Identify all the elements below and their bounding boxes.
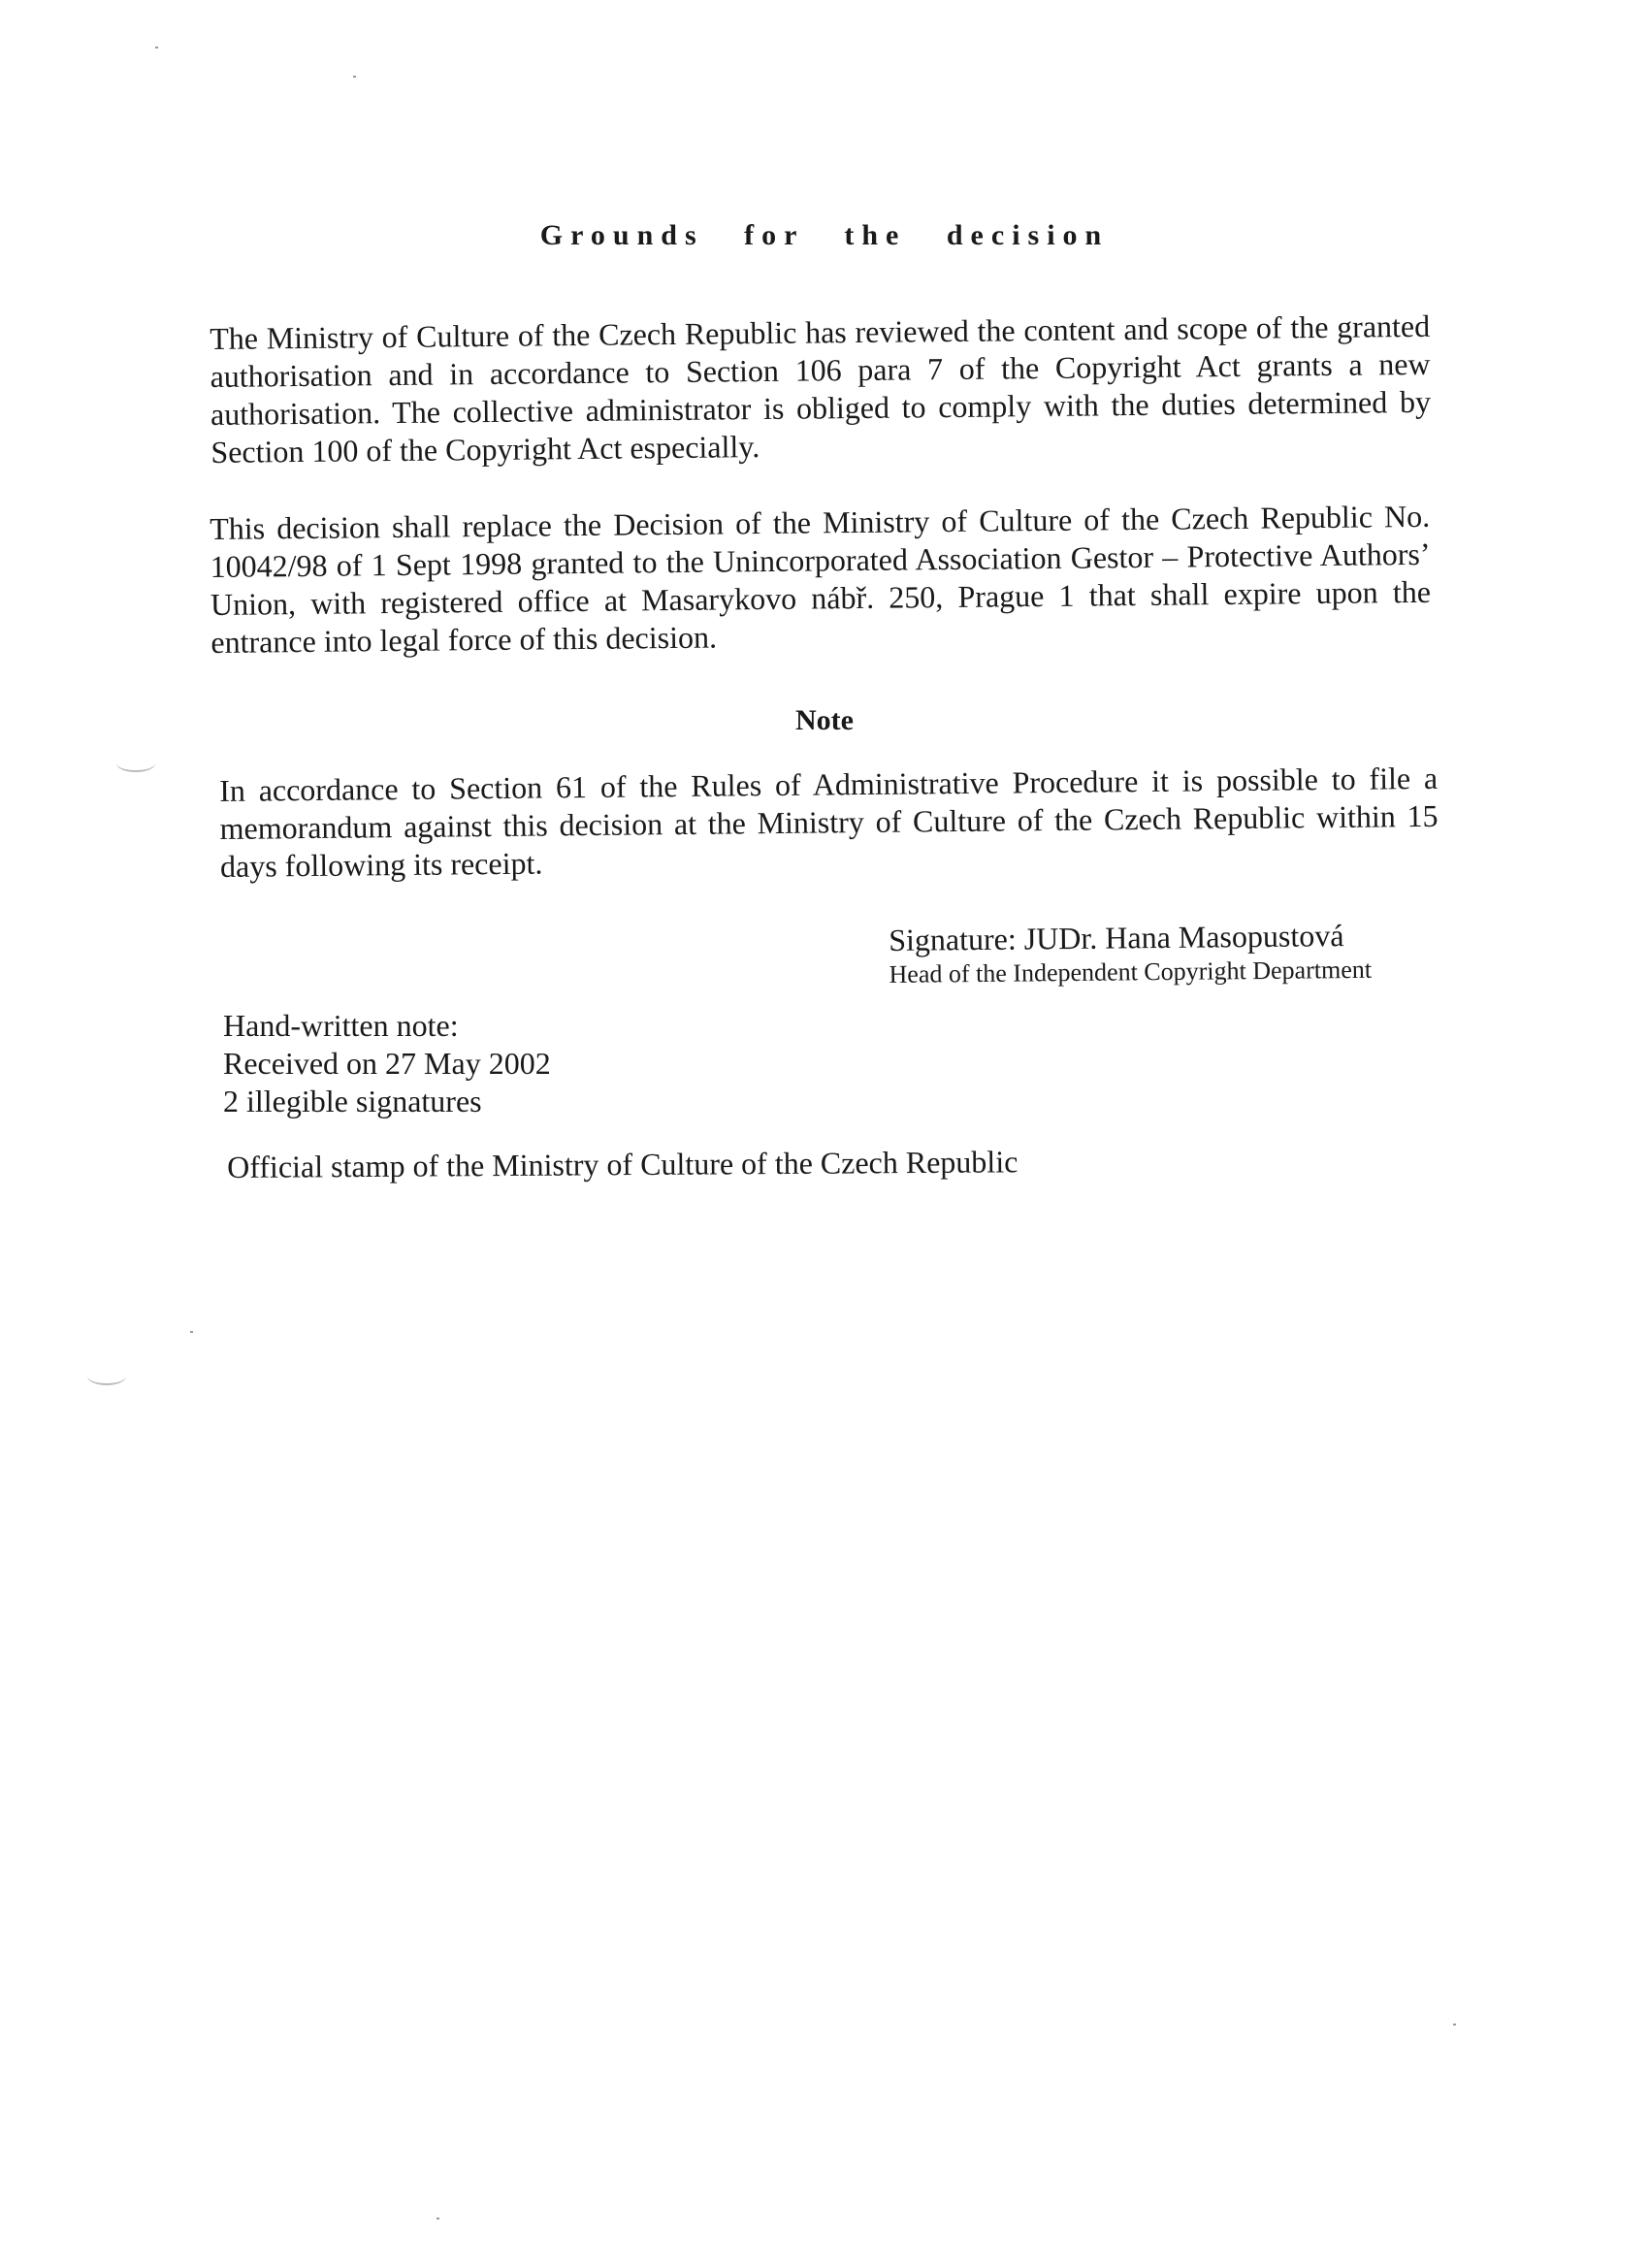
signature-line: Signature: JUDr. Hana Masopustová	[889, 918, 1344, 957]
punch-hole-mark	[116, 755, 155, 772]
paragraph-authorisation: The Ministry of Culture of the Czech Republic has reviewed the content and scope of the granted authorisation and in accordance to Section 106 para 7 of the Copyright Act grants a new authorisation. The collective administrator is obliged to comply with the duties determined by Section 100 of the Copyright Act especially.	[210, 308, 1432, 470]
punch-hole-mark	[87, 1368, 126, 1385]
paragraph-replacement: This decision shall replace the Decision of the Ministry of Culture of the Czech Republic No. 10042/98 of 1 Sept 1998 granted to the Unincorporated Association Gestor – Protective Authors’ Union, with registered office at Masarykovo nábř. 250, Prague 1 that shall expire upon the entrance into legal force of this decision.	[210, 498, 1432, 660]
scan-speck	[1453, 2024, 1456, 2025]
scan-speck	[353, 76, 356, 78]
scan-speck	[436, 2218, 439, 2219]
hand-written-note	[223, 1007, 551, 1120]
hand-note-heading: Hand-written note:	[223, 1008, 459, 1043]
signature-position: Head of the Independent Copyright Department	[889, 955, 1373, 988]
stamp-note: Official stamp of the Ministry of Culture of the Czech Republic	[227, 1144, 1018, 1184]
document-title: Grounds for the decision	[539, 219, 1110, 251]
hand-note-received: Received on 27 May 2002	[223, 1046, 551, 1081]
scan-speck	[190, 1331, 193, 1333]
hand-note-signatures: 2 illegible signatures	[223, 1084, 482, 1118]
note-heading: Note	[795, 704, 854, 736]
scan-speck	[155, 47, 158, 49]
signature-block	[889, 917, 1372, 991]
paragraph-memorandum: In accordance to Section 61 of the Rules of Administrative Procedure it is possible to file a memorandum against this decision at the Ministry of Culture of the Czech Republic within 15 days following its receipt.	[219, 760, 1439, 884]
